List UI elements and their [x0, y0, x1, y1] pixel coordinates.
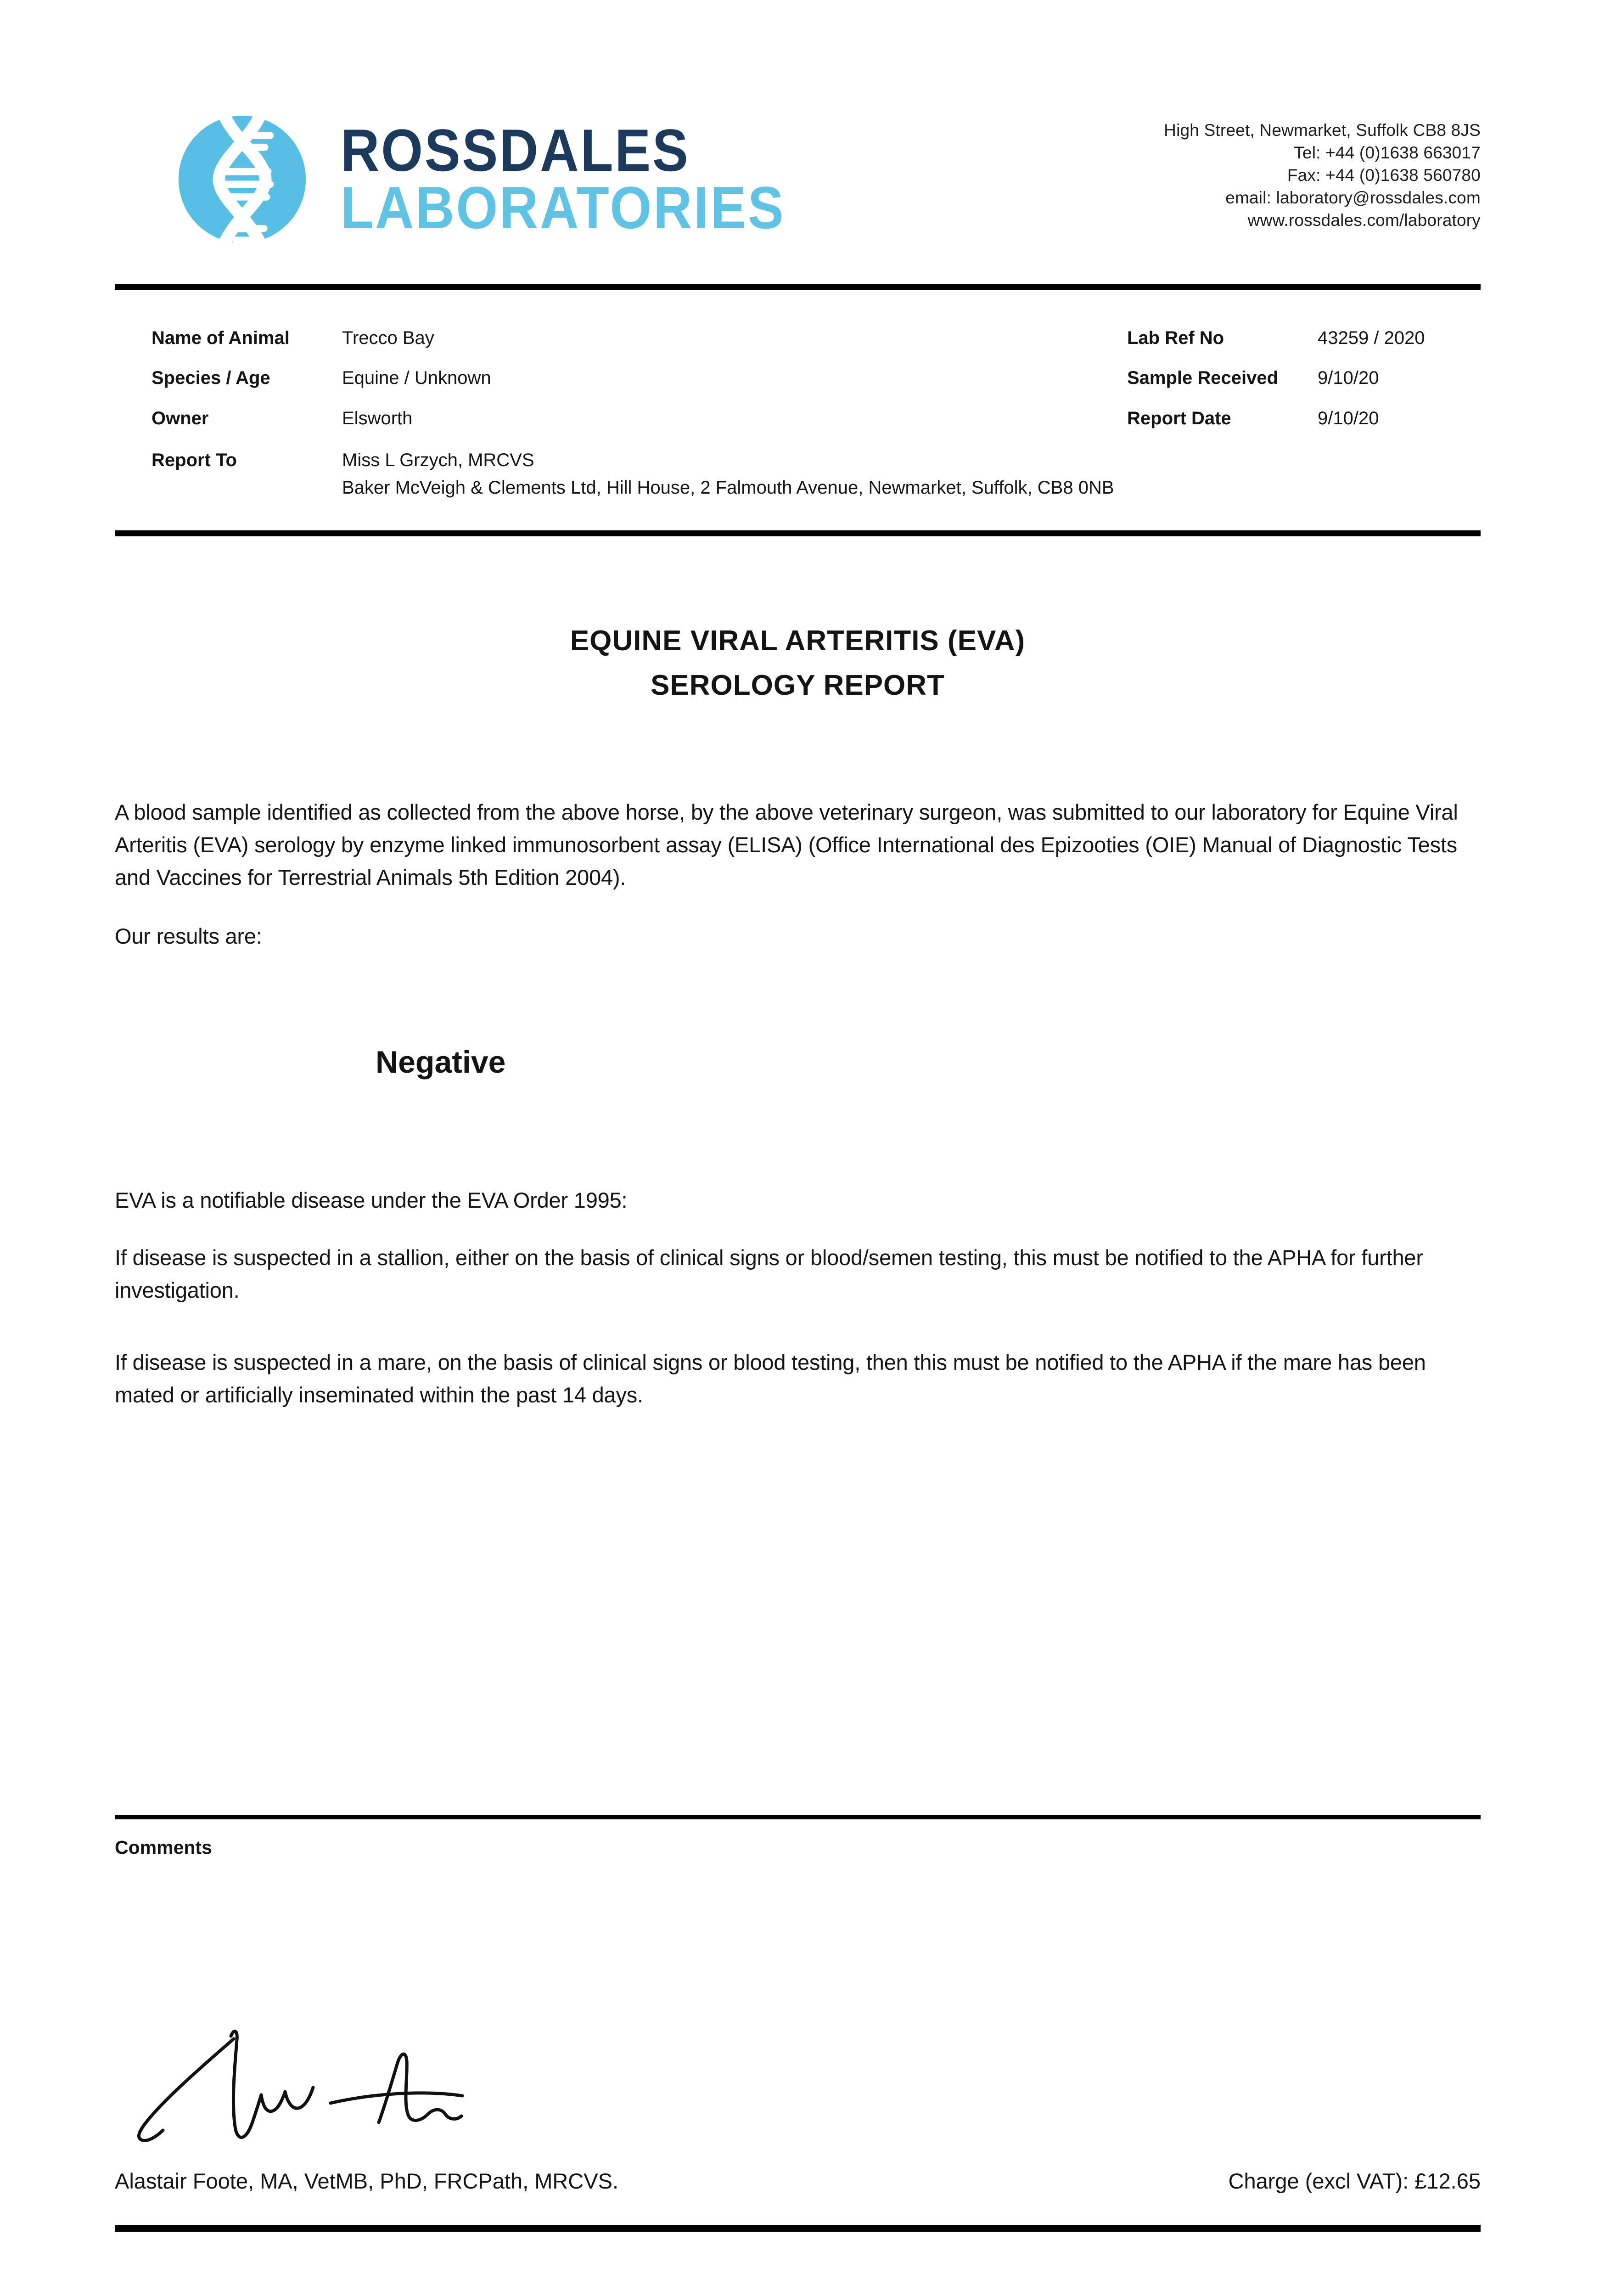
label-report-to: Report To	[152, 450, 237, 470]
value-species-age: Equine / Unknown	[342, 368, 491, 388]
value-report-to-vet: Miss L Grzych, MRCVS	[342, 450, 534, 470]
label-lab-ref-no: Lab Ref No	[1127, 328, 1224, 348]
details-divider-rule	[115, 530, 1481, 536]
value-owner: Elsworth	[342, 408, 413, 428]
stallion-note: If disease is suspected in a stallion, either on the basis of clinical signs or blood/semen testing, this must be notified to the APHA for further investigation.	[115, 1245, 1423, 1302]
label-species-age: Species / Age	[152, 368, 270, 388]
label-sample-received: Sample Received	[1127, 368, 1279, 388]
charge-amount: Charge (excl VAT): £12.65	[1228, 2169, 1481, 2193]
value-report-date: 9/10/20	[1318, 408, 1379, 428]
report-title	[115, 619, 1481, 708]
label-owner: Owner	[152, 408, 209, 428]
lab-address-line: High Street, Newmarket, Suffolk CB8 8JS	[1164, 121, 1481, 140]
report-title-line2: SEROLOGY REPORT	[651, 670, 945, 701]
lab-contact-block	[1164, 119, 1481, 231]
signature-image	[122, 2025, 464, 2154]
brand-name-rossdales: ROSSDALES	[341, 117, 690, 184]
report-title-line1: EQUINE VIRAL ARTERITIS (EVA)	[570, 625, 1026, 657]
comments-divider-rule	[115, 1815, 1481, 1819]
lab-tel: Tel: +44 (0)1638 663017	[1294, 143, 1481, 162]
results-intro: Our results are:	[115, 924, 262, 948]
value-lab-ref-no: 43259 / 2020	[1318, 328, 1425, 348]
lab-website: www.rossdales.com/laboratory	[1247, 211, 1481, 230]
dna-helix-circle-icon	[174, 109, 310, 249]
label-report-date: Report Date	[1127, 408, 1231, 428]
label-name-of-animal: Name of Animal	[152, 328, 290, 348]
mare-note: If disease is suspected in a mare, on the basis of clinical signs or blood testing, then this must be notified to the APHA if the mare has been mated or artificially inseminated within the past 14 days.	[115, 1350, 1426, 1407]
brand-name-laboratories: LABORATORIES	[341, 174, 786, 241]
lab-fax: Fax: +44 (0)1638 560780	[1287, 166, 1481, 185]
value-name-of-animal: Trecco Bay	[342, 328, 434, 348]
footer-divider-rule	[115, 2225, 1481, 2232]
intro-paragraph: A blood sample identified as collected from the above horse, by the above veterinary surgeon, was submitted to our laboratory for Equine Viral Arteritis (EVA) serology by enzyme linked immunosorbent assay (ELISA) (Office International des Epizooties (OIE) Manual of Diagnostic Tests and Vaccines for Terrestrial Animals 5th Edition 2004).	[115, 800, 1458, 889]
result-value: Negative	[376, 1045, 506, 1080]
value-report-to-practice: Baker McVeigh & Clements Ltd, Hill House, 2 Falmouth Avenue, Newmarket, Suffolk, CB8 0NB	[342, 478, 1114, 498]
notifiable-note: EVA is a notifiable disease under the EVA Order 1995:	[115, 1188, 628, 1212]
lab-email: email: laboratory@rossdales.com	[1225, 188, 1481, 207]
value-sample-received: 9/10/20	[1318, 368, 1379, 388]
signatory-name: Alastair Foote, MA, VetMB, PhD, FRCPath, MRCVS.	[115, 2169, 618, 2193]
comments-heading: Comments	[115, 1837, 212, 1858]
footer-row	[115, 2168, 1481, 2194]
header-divider-rule	[115, 284, 1481, 290]
